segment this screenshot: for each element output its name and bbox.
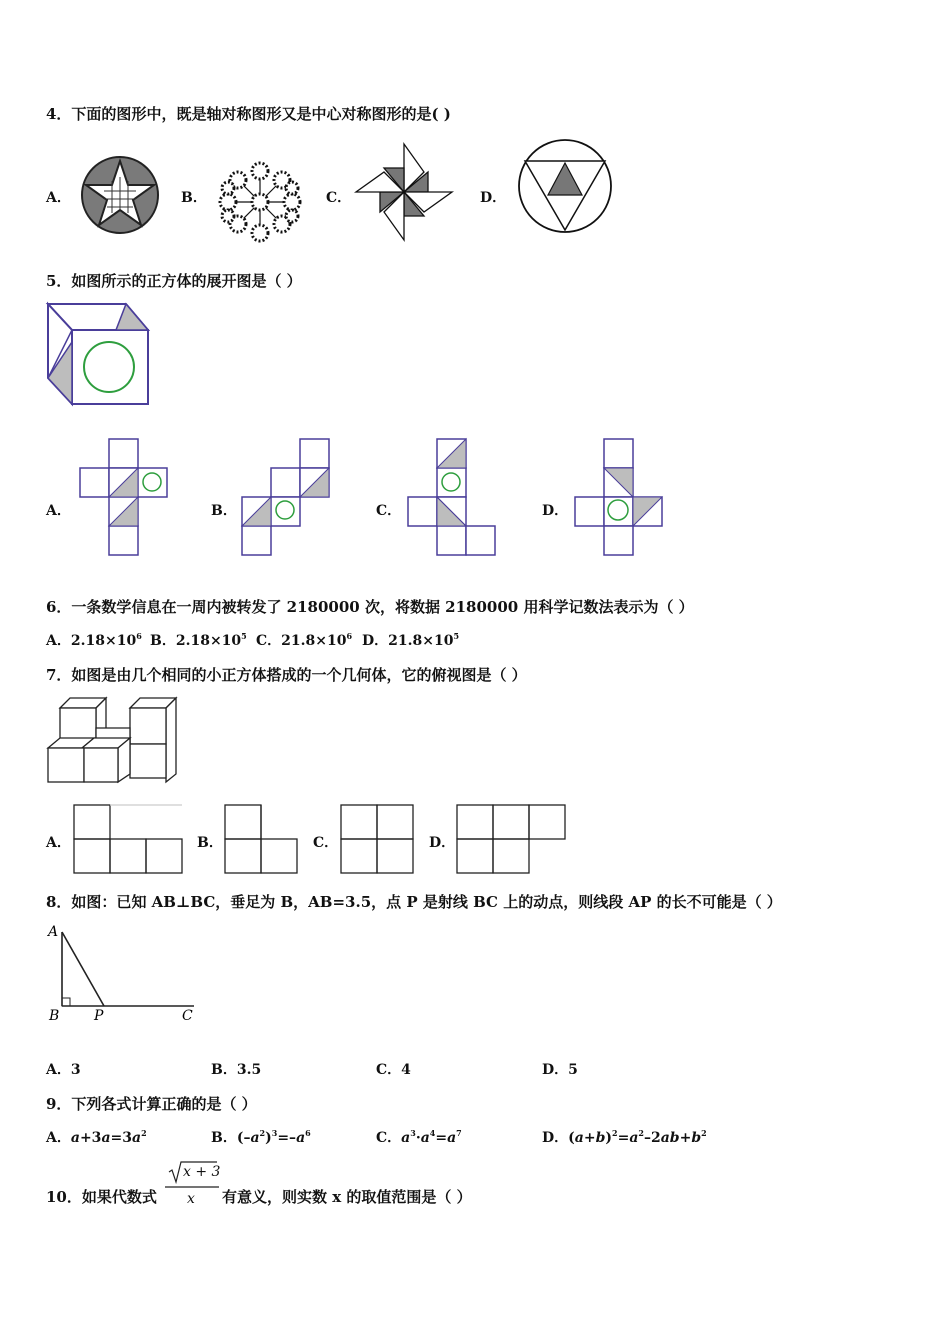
q6-option-a-exponent: 6 (136, 631, 142, 641)
q9-option-c-label: C． (376, 1130, 402, 1146)
q7-option-c-label[interactable]: C． (313, 835, 339, 851)
q4-option-a-label[interactable]: A． (46, 190, 71, 206)
q5-net-d (574, 438, 666, 556)
q8-point-b-label: B (49, 1008, 60, 1024)
q4-option-b-label[interactable]: B． (181, 190, 207, 206)
q8-point-p-label: P (94, 1008, 104, 1024)
q8-option-c[interactable]: C．4 (376, 1062, 411, 1078)
q9-d-exponent: 2 (701, 1128, 707, 1138)
q9-a-term: a (70, 1130, 80, 1146)
q7-option-a-label[interactable]: A． (46, 835, 71, 851)
q9-b-term: a (250, 1130, 260, 1146)
q9-d-exponent: 2 (612, 1128, 618, 1138)
q9-a-equals: =3 (110, 1130, 132, 1146)
q6-option-c[interactable] (256, 630, 352, 650)
q7-cube-stack-figure (46, 694, 178, 784)
q6-option-b-mantissa: 2.18×10 (175, 633, 242, 649)
q9-d-term: b (691, 1130, 702, 1146)
q4-figure-a-star-circle (80, 155, 160, 235)
q9-b-part: (– (236, 1130, 251, 1146)
q6-option-c-label: C． (256, 633, 282, 649)
q9-option-d-label: D． (542, 1130, 569, 1146)
q7-top-view-b (224, 804, 298, 874)
q9-a-exponent: 2 (141, 1128, 147, 1138)
q7-option-d-label[interactable]: D． (429, 835, 456, 851)
q9-d-part: + (679, 1130, 692, 1146)
q6-option-d-exponent: 5 (453, 631, 460, 641)
q7-top-view-d (456, 804, 566, 874)
q9-d-part: ) (605, 1130, 612, 1146)
q6-option-a[interactable] (46, 630, 142, 650)
q6-option-b[interactable] (150, 630, 247, 650)
q5-net-a (79, 438, 171, 556)
q9-d-part: –2 (643, 1130, 661, 1146)
question-10-prefix: 10．如果代数式 (46, 1188, 157, 1206)
q9-b-part: =– (277, 1130, 297, 1146)
q9-option-d[interactable] (542, 1127, 707, 1147)
question-10-suffix: 有意义，则实数 x 的取值范围是（ ） (222, 1188, 472, 1206)
question-9-text: 9．下列各式计算正确的是（ ） (46, 1095, 257, 1113)
q6-option-c-exponent: 6 (346, 631, 353, 641)
q5-option-a-label[interactable]: A． (46, 503, 71, 519)
q6-option-a-mantissa: 2.18×10 (70, 633, 137, 649)
q8-point-c-label: C (182, 1008, 193, 1024)
q9-option-a-label: A． (46, 1130, 71, 1146)
q6-option-a-label: A． (46, 633, 71, 649)
q5-net-c (407, 438, 499, 556)
q8-option-b[interactable]: B．3.5 (211, 1062, 262, 1078)
q9-option-b-label: B． (211, 1130, 237, 1146)
q6-option-d-label: D． (362, 633, 389, 649)
question-8-text: 8．如图：已知 AB⊥BC，垂足为 B，AB=3.5，点 P 是射线 BC 上的动点，则线段 AP 的长不可能是（ ） (46, 893, 782, 911)
question-7-text: 7．如图是由几个相同的小正方体搭成的一个几何体，它的俯视图是（ ） (46, 666, 527, 684)
q9-b-part: ) (265, 1130, 272, 1146)
q9-d-term: b (595, 1130, 606, 1146)
q4-option-d-label[interactable]: D． (480, 190, 507, 206)
question-5-text: 5．如图所示的正方体的展开图是（ ） (46, 272, 302, 290)
q6-option-b-label: B． (150, 633, 176, 649)
q4-figure-d-circle-triangles (516, 137, 614, 235)
q5-cube-figure (46, 302, 152, 406)
q6-option-c-mantissa: 21.8×10 (281, 633, 347, 649)
q6-option-d[interactable] (362, 630, 459, 650)
q8-option-a[interactable]: A．3 (46, 1062, 81, 1078)
q9-b-term: a (296, 1130, 306, 1146)
q9-c-exponent: 4 (429, 1128, 436, 1138)
q9-c-term: a (401, 1130, 411, 1146)
q9-a-term: a (101, 1130, 111, 1146)
q10-denominator: x (187, 1191, 195, 1207)
question-4-text: 4．下面的图形中，既是轴对称图形又是中心对称图形的是( ) (46, 105, 451, 123)
q9-c-term: a (420, 1130, 430, 1146)
q7-top-view-c (340, 804, 414, 874)
q10-fraction (165, 1160, 219, 1212)
q9-d-part: ( (568, 1130, 575, 1146)
q9-d-part: = (617, 1130, 630, 1146)
q9-option-b[interactable] (211, 1127, 311, 1147)
q8-right-angle-figure (44, 920, 202, 1026)
q7-option-b-label[interactable]: B． (197, 835, 223, 851)
q9-a-term: a (132, 1130, 142, 1146)
q9-a-plus: +3 (79, 1130, 102, 1146)
q6-option-d-mantissa: 21.8×10 (388, 633, 454, 649)
q5-net-b (241, 438, 333, 556)
q10-numerator: x + 3 (183, 1164, 221, 1180)
q9-d-term: a (574, 1130, 584, 1146)
q9-c-equals: = (435, 1130, 448, 1146)
q5-option-b-label[interactable]: B． (211, 503, 237, 519)
q9-option-c[interactable] (376, 1127, 462, 1147)
q9-c-dot: · (415, 1130, 421, 1146)
q9-c-term: a (447, 1130, 457, 1146)
q4-figure-c-pinwheel (352, 142, 456, 242)
q9-c-exponent: 7 (456, 1128, 462, 1138)
q9-d-part: + (583, 1130, 596, 1146)
q9-d-exponent: 2 (638, 1128, 644, 1138)
q9-c-exponent: 3 (410, 1128, 416, 1138)
q9-option-a[interactable] (46, 1127, 147, 1147)
q4-figure-b-flower (218, 162, 302, 242)
q9-d-term: a (629, 1130, 639, 1146)
q9-d-term: ab (660, 1130, 680, 1146)
question-6-text: 6．一条数学信息在一周内被转发了 2180000 次，将数据 2180000 用科学记数法表示为（ ） (46, 598, 694, 616)
q4-option-c-label[interactable]: C． (326, 190, 352, 206)
q8-point-a-label: A (48, 924, 59, 940)
q8-option-d[interactable]: D．5 (542, 1062, 578, 1078)
q9-b-exponent: 2 (259, 1128, 266, 1138)
q5-option-c-label[interactable]: C． (376, 503, 402, 519)
q5-option-d-label[interactable]: D． (542, 503, 569, 519)
q7-top-view-a (73, 804, 183, 874)
q9-b-exponent: 6 (305, 1128, 311, 1138)
q9-b-exponent: 3 (271, 1128, 278, 1138)
q6-option-b-exponent: 5 (241, 631, 247, 641)
